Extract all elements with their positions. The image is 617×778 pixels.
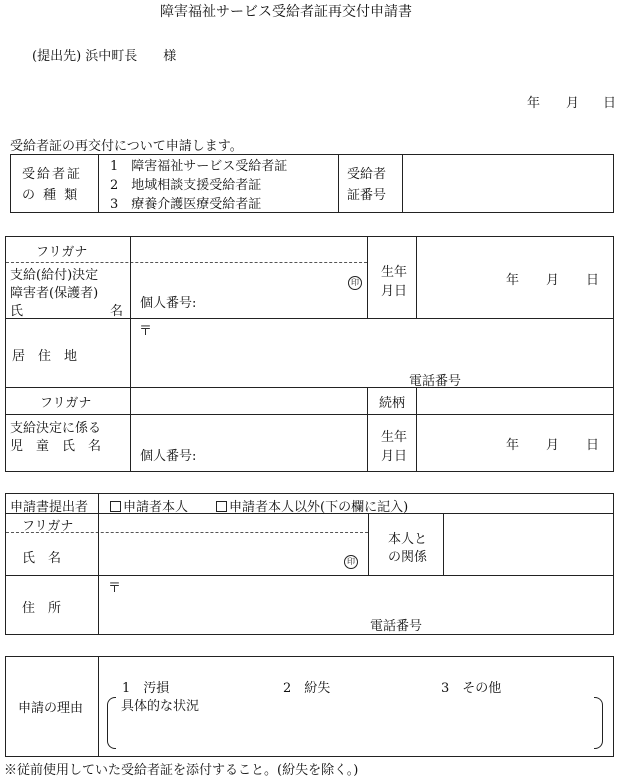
holder-furigana-field[interactable] [132,238,366,261]
cert-type-label-1: 受給者証 [22,167,83,182]
submitter-opt-self-label: 申請者本人 [123,500,189,515]
footer-note: ※従前使用していた受給者証を添付すること。(紛失を除く。) [4,763,359,778]
child-relation-field[interactable] [418,389,612,413]
cert-type-label-2: の 種 類 [22,188,80,203]
cert-option-3[interactable]: 3 療養介護医療受給者証 [110,197,262,212]
reason-opt-3[interactable]: 3 その他 [441,681,502,696]
child-mynumber-label: 個人番号: [140,449,197,464]
submitter-phone-label: 電話番号 [370,619,423,634]
submitter-relation-label-2: の関係 [388,550,428,565]
reason-details-label: 具体的な状況 [121,699,200,714]
child-birth-field[interactable] [418,416,612,470]
child-name-label-1: 支給決定に係る [10,421,102,436]
submitter-name-label: 氏 名 [22,551,62,566]
child-name-field[interactable] [132,416,366,470]
holder-address-field[interactable] [132,320,612,386]
holder-name-label-1: 支給(給付)決定 [10,268,99,283]
reason-label: 申請の理由 [18,701,84,716]
date-year-label: 年 [527,96,541,111]
submitter-furigana-label: フリガナ [22,519,74,534]
date-month-label: 月 [566,96,580,111]
holder-postal-mark: 〒 [139,324,153,339]
child-birth-year: 年 [506,438,520,453]
child-name-label-2: 児 童 氏 名 [10,439,102,454]
reason-bracket-right [594,697,603,749]
cert-number-field[interactable] [404,156,612,211]
holder-birth-field[interactable] [418,238,612,317]
child-birth-label-1: 生年 [381,430,408,445]
submitter-seal-icon: 印 [344,555,358,569]
holder-birth-label-1: 生年 [381,265,408,280]
holder-birth-day: 日 [586,273,600,288]
holder-name-label-3a: 氏 [10,304,24,319]
holder-phone-label: 電話番号 [409,374,462,389]
checkbox-self[interactable] [110,501,121,512]
cert-number-label-2: 証番号 [347,188,387,203]
holder-name-label-2: 障害者(保護者) [10,286,99,301]
child-birth-month: 月 [546,438,560,453]
checkbox-other[interactable] [216,501,227,512]
cert-option-1[interactable]: 1 障害福祉サービス受給者証 [110,159,288,174]
child-relation-label: 続柄 [379,396,406,411]
submitter-furigana-field[interactable] [100,515,367,531]
submitter-address-field[interactable] [100,577,612,633]
recipient: (提出先) 浜中町長 様 [32,49,177,64]
holder-address-label: 居 住 地 [12,349,78,364]
child-furigana-field[interactable] [132,389,366,413]
form-title: 障害福祉サービス受給者証再交付申請書 [160,4,412,20]
holder-name-label-3b: 名 [110,304,124,319]
reason-opt-2[interactable]: 2 紛失 [283,681,331,696]
holder-birth-label-2: 月日 [381,284,408,299]
submitter-name-field[interactable] [100,534,367,574]
submitter-opt-self[interactable] [110,496,188,515]
child-birth-day: 日 [586,438,600,453]
cert-number-label-1: 受給者 [347,167,387,182]
cert-option-2[interactable]: 2 地域相談支援受給者証 [110,178,262,193]
submitter-address-label: 住 所 [22,601,62,616]
reason-details-field[interactable] [118,712,590,746]
submitter-opt-other[interactable] [216,496,408,515]
child-furigana-label: フリガナ [40,396,92,411]
submitter-relation-field[interactable] [445,515,612,574]
intro-text: 受給者証の再交付について申請します。 [10,139,243,154]
holder-mynumber-label: 個人番号: [140,296,197,311]
reason-bracket-left [107,697,116,749]
holder-birth-year: 年 [506,273,520,288]
submitter-postal-mark: 〒 [108,581,122,596]
submitter-opt-other-label: 申請者本人以外(下の欄に記入) [229,500,409,515]
holder-birth-month: 月 [546,273,560,288]
reason-opt-1[interactable]: 1 汚損 [122,681,170,696]
holder-furigana-label: フリガナ [36,245,88,260]
submitter-label: 申請書提出者 [10,500,89,515]
submitter-relation-label-1: 本人と [388,532,428,547]
holder-seal-icon: 印 [348,276,362,290]
date-day-label: 日 [603,96,617,111]
child-birth-label-2: 月日 [381,449,408,464]
